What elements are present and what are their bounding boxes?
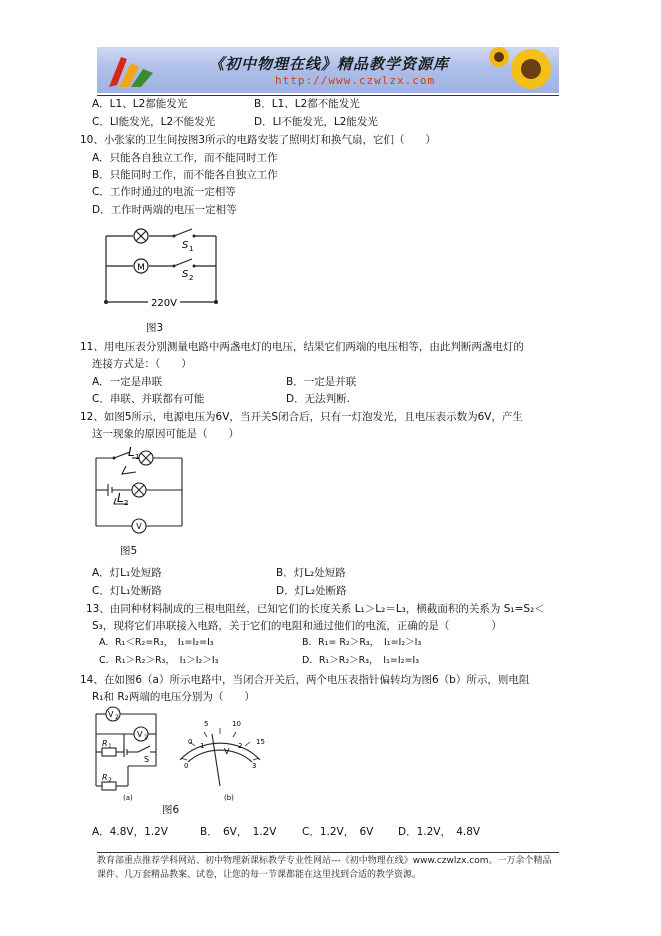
q10-option-d: D．工作时两端的电压一定相等	[92, 204, 237, 216]
q12-option-d: D．灯L₂处断路	[276, 585, 347, 597]
lamp-l1-label: L	[128, 445, 135, 459]
q11-option-a: A．一定是串联	[92, 376, 163, 388]
figure-6-circuit	[88, 704, 288, 804]
q9-option-b: B．L1、L2都不能发光	[254, 98, 360, 110]
scale-bottom-2: 2	[238, 742, 243, 750]
q14-option-d: D．1.2V， 4.8V	[398, 826, 481, 838]
v1-sub: 1	[144, 734, 148, 741]
header-rule	[97, 95, 559, 96]
figure-3-caption: 图3	[146, 322, 164, 334]
figure-3-circuit	[98, 224, 228, 314]
q9-option-c: C．Ll能发光，L2不能发光	[92, 116, 216, 128]
scale-top-5: 5	[204, 720, 209, 728]
q14-stem-line1: 14、在如图6（a）所示电路中，当闭合开关后，两个电压表指针偏转均为图6（b）所示，则电阻	[80, 674, 530, 686]
q12-stem-line1: 12、如图5所示，电源电压为6V，当开关S闭合后，只有一灯泡发光，且电压表示数为6V，产生	[80, 411, 523, 423]
scale-bottom-3: 3	[252, 762, 257, 770]
sunflower-image	[485, 47, 559, 93]
lamp-l2-sub: 2	[124, 499, 129, 507]
q11-option-b: B．一定是并联	[286, 376, 357, 388]
q14-option-c: C．1.2V， 6V	[302, 826, 374, 838]
scale-top-0: 0	[188, 738, 193, 746]
footer-rule	[97, 852, 559, 853]
q11-option-d: D．无法判断.	[286, 393, 350, 405]
figure-5-caption: 图5	[120, 545, 138, 557]
q11-stem-line1: 11、用电压表分别测量电路中两盏电灯的电压，结果它们两端的电压相等，由此判断两盏电灯的	[80, 341, 524, 353]
r1-label: R	[102, 739, 108, 748]
q13-option-c: C．R₁＞R₂＞R₃， I₁＞I₂＞I₃	[99, 655, 219, 666]
lamp-l1-sub: 1	[135, 453, 140, 461]
q13-stem-line1: 13、由同种材料制成的三根电阻丝，已知它们的长度关系 L₁＞L₂＝L₃，横截面积的关系为 S₁=S₂＜	[86, 603, 545, 615]
switch-label: S	[144, 755, 150, 764]
header-banner	[97, 47, 559, 93]
footer-line2: 课件、几万套精品教案、试卷，让您的每一节课都能在这里找到合适的教学资源。	[97, 870, 422, 880]
switch-s1-sub: 1	[189, 245, 194, 253]
q10-option-b: B．只能同时工作，而不能各自独立工作	[92, 169, 278, 181]
q9-option-a: A．L1、L2都能发光	[92, 98, 188, 110]
site-title: 《初中物理在线》精品教学资源库	[209, 55, 450, 73]
scale-top-10: 10	[232, 720, 241, 728]
footer-line1: 教育部重点推荐学科网站、初中物理新课标教学专业性网站---《初中物理在线》www.czwlzx.com。一万余个精品	[97, 856, 552, 866]
voltage-label: 220V	[151, 298, 177, 309]
q11-option-c: C．串联、并联都有可能	[92, 393, 205, 405]
r1-sub: 1	[108, 743, 112, 750]
r2-sub: 2	[108, 777, 112, 784]
v2-sub: 2	[115, 714, 119, 721]
q13-option-b: B．R₁= R₂＞R₃， I₁=I₂＞I₃	[302, 637, 422, 648]
q13-stem-line2: S₃，现将它们串联接入电路，关于它们的电阻和通过他们的电流，正确的是（ ）	[92, 620, 502, 632]
q12-option-b: B．灯L₂处短路	[276, 567, 346, 579]
q13-option-d: D．R₁＞R₂＞R₃， I₁=I₂=I₃	[302, 655, 420, 666]
label-b: (b)	[224, 794, 234, 802]
scale-bottom-0: 0	[184, 762, 189, 770]
q14-option-a: A．4.8V，1.2V	[92, 826, 168, 838]
scale-bottom-1: 1	[200, 742, 205, 750]
q12-stem-line2: 这一现象的原因可能是（ ）	[92, 428, 239, 440]
site-url[interactable]: http://www.czwlzx.com	[275, 74, 436, 87]
q10-stem: 10、小张家的卫生间按图3所示的电路安装了照明灯和换气扇，它们（ ）	[80, 134, 437, 146]
q11-stem-line2: 连接方式是：（ ）	[92, 358, 192, 370]
q9-option-d: D．Ll不能发光，L2能发光	[254, 116, 378, 128]
figure-5-circuit	[86, 444, 192, 536]
switch-s2-label: S	[182, 269, 189, 280]
motor-label: M	[137, 263, 145, 273]
q12-option-c: C．灯L₁处断路	[92, 585, 162, 597]
switch-s2-sub: 2	[189, 274, 194, 282]
q13-option-a: A．R₁＜R₂=R₃， I₁=I₂=I₃	[99, 637, 214, 648]
r2-label: R	[102, 773, 108, 782]
q10-option-c: C．工作时通过的电流一定相等	[92, 186, 236, 198]
switch-s1-label: S	[182, 240, 189, 251]
meter-unit: V	[224, 747, 230, 756]
label-a: (a)	[123, 794, 133, 802]
v1-label: V	[137, 730, 143, 739]
figure-6-caption: 图6	[162, 804, 180, 816]
q12-option-a: A．灯L₁处短路	[92, 567, 162, 579]
q10-option-a: A．只能各自独立工作，而不能同时工作	[92, 152, 278, 164]
q14-option-b: B． 6V， 1.2V	[200, 826, 277, 838]
voltmeter-label: V	[136, 522, 142, 531]
scale-top-15: 15	[256, 738, 265, 746]
q14-stem-line2: R₁和 R₂两端的电压分别为（ ）	[92, 691, 255, 703]
v2-label: V	[108, 710, 114, 719]
lamp-l2-label: L	[117, 491, 124, 505]
site-logo	[101, 49, 161, 91]
